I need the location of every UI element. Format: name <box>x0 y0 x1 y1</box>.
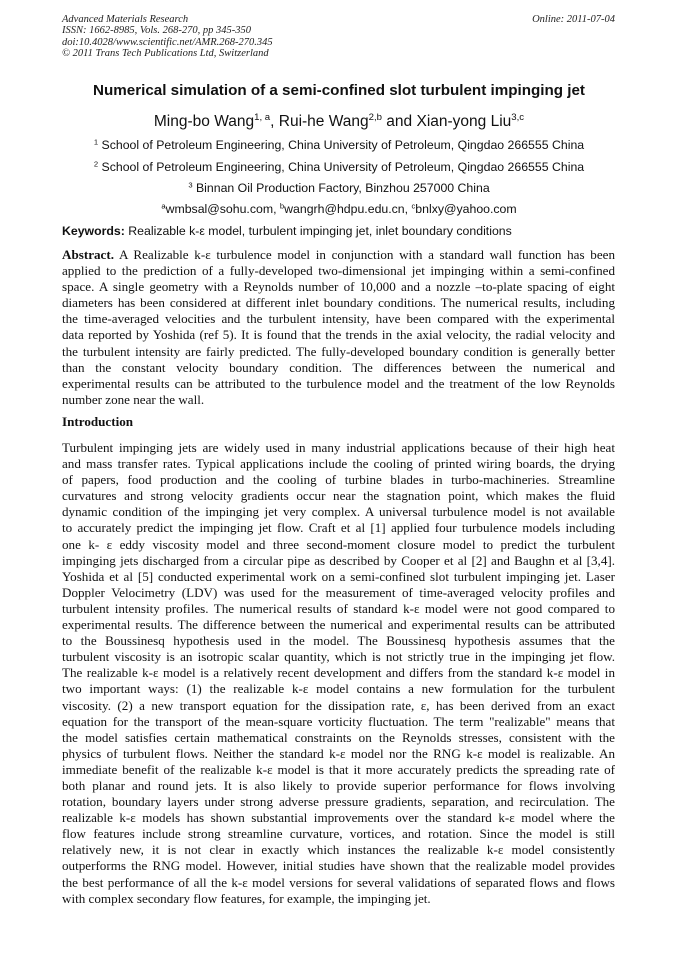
text-line-content: both planar and round jets. It is also likely to provide superior performance for flows involving <box>62 777 615 793</box>
text-line-content: immediate benefit of the realizable k-ε model is that it more accurately predicts the spreading rate of <box>62 761 615 777</box>
text-line-content: Doppler Velocimetry (LDV) was used for the measurement of time-averaged velocity profiles and <box>62 584 615 600</box>
text-line <box>62 311 615 327</box>
text-line <box>62 665 615 681</box>
text-line-content: than the constant velocity boundary condition. The differences between the numerical and <box>62 359 615 375</box>
text-line <box>62 794 615 810</box>
text-line-content: the best performance of all the k-ε model versions for several validations of separated flows and flows <box>62 874 615 890</box>
text-line <box>62 520 615 536</box>
affiliation <box>0 181 678 195</box>
text-line <box>62 617 615 633</box>
journal-header <box>62 14 273 59</box>
text-line-content: curvatures and strong velocity gradients occur near the stagnation point, which makes the fluid <box>62 488 615 504</box>
text-line-content: The realizable k-ε model is a relatively recent development and differs from the standard k-ε model in <box>62 665 615 681</box>
author-sup: 2,b <box>368 112 382 124</box>
text-line <box>62 472 615 488</box>
affiliation-sup: 1 <box>93 137 99 147</box>
text-line <box>62 746 615 762</box>
text-line <box>62 537 615 553</box>
text-line <box>62 875 615 891</box>
text-line-content: turbulent viscosity is an isotropic scalar quantity, which is not strictly true in the impinging jet flow. <box>62 649 615 665</box>
authors <box>0 113 678 131</box>
keywords-text: Realizable k-ε model, turbulent impinging jet, inlet boundary conditions <box>124 224 512 238</box>
text-line <box>62 858 615 874</box>
author-sep: and <box>382 113 417 130</box>
affiliation-sup: 3 <box>188 180 193 190</box>
paper-title: Numerical simulation of a semi-confined slot turbulent impinging jet <box>93 82 585 99</box>
text-line <box>62 649 615 665</box>
abstract-label: Abstract. <box>62 247 114 262</box>
online-date: Online: 2011-07-04 <box>532 14 615 25</box>
text-line-content: the time-averaged velocities and the turbulent intensity, have been compared with the experimental <box>62 311 615 327</box>
emails <box>0 202 678 216</box>
abstract <box>62 247 615 408</box>
text-line-content: experimental results. The difference between the numerical and experimental results can be attributed <box>62 617 615 633</box>
text-line <box>62 376 615 392</box>
text-line-content: the turbulent intensity are fairly predicted. The fully-developed boundary condition is generally better <box>62 343 615 359</box>
text-line-content: one k- ε eddy viscosity model and three second-moment closure model to predict the turbulent <box>62 536 615 552</box>
author-sup: 3,c <box>511 112 525 124</box>
affiliation <box>0 160 678 174</box>
text-line <box>62 762 615 778</box>
text-line-content: applied to the prediction of a fully-developed two-dimensional jet impinging within a semi-confined <box>62 263 615 279</box>
text-line-content: relatively new, it is not clear in exactly which instances the realizable k-ε model consistently <box>62 842 615 858</box>
affiliation-text: Binnan Oil Production Factory, Binzhou 257000 China <box>192 181 490 195</box>
text-line <box>62 569 615 585</box>
text-line-content: the model satisfies certain mathematical constraints on the Reynolds stresses, consistent with the <box>62 729 615 745</box>
email-sup: c <box>411 201 416 211</box>
text-line <box>62 488 615 504</box>
introduction-body <box>62 440 615 907</box>
text-line-content: diameters has been considered at different inlet boundary conditions. The numerical results, including <box>62 295 615 311</box>
keywords-label: Keywords: <box>62 224 125 238</box>
text-line-content: rotation, boundary layers under strong adverse pressure gradients, separation, and recirculation. The <box>62 794 615 810</box>
text-line-content: equation for the transport of the mean-square vorticity fluctuation. The term "realizable" means that <box>62 713 615 729</box>
keywords <box>62 224 512 238</box>
text-line <box>62 344 615 360</box>
text-line <box>62 456 615 472</box>
text-line-content: turbulent intensity profiles. The numerical results of standard k-ε model were not good compared to <box>62 600 615 616</box>
text-line <box>62 504 615 520</box>
text-line-content: number zone near the wall. <box>62 391 205 407</box>
text-line-content: to accurately predict the impinging jet flow. Craft et al [1] applied four turbulence models including <box>62 520 615 536</box>
text-line <box>62 360 615 376</box>
text-line <box>62 842 615 858</box>
text-line <box>62 295 615 311</box>
author-sup: 1, a <box>254 112 271 124</box>
affiliation-text: School of Petroleum Engineering, China University of Petroleum, Qingdao 266555 China <box>98 138 585 152</box>
introduction-heading: Introduction <box>62 414 134 429</box>
text-line <box>62 698 615 714</box>
text-line <box>62 681 615 697</box>
text-line-content: impinging jets discharged from a circular pipe as described by Cooper et al [2] and Baughn et al [3,4]. <box>62 552 615 568</box>
text-line-content: experimental results can be attributed to the turbulence model and the treatment of the low Reynolds <box>62 375 615 391</box>
affiliation-sup: 2 <box>93 159 99 169</box>
affiliation <box>0 138 678 152</box>
text-line-content: dynamic condition of the impinging jet very complex. A universal turbulence model is not available <box>62 504 615 520</box>
text-line <box>62 247 615 263</box>
author-name: Rui-he Wang <box>278 113 369 130</box>
author-name: Ming-bo Wang <box>153 113 255 130</box>
copyright: © 2011 Trans Tech Publications Ltd, Switzerland <box>62 47 269 59</box>
text-line <box>62 440 615 456</box>
text-line <box>62 392 615 408</box>
text-line-content: space. A single geometry with a Reynolds number of 10,000 and a nozzle –to-plate spacing of eight <box>62 279 615 295</box>
text-line-content: viscosity. (2) a new transport equation for the dissipation rate, ε, has been derived from an exact <box>62 697 615 713</box>
text-line-content: with complex secondary flow features, for example, the impinging jet. <box>62 890 431 906</box>
text-line <box>62 730 615 746</box>
text-line <box>62 553 615 569</box>
text-line-content: data reported by Yoshida (ref 5). It is found that the trends in the axial velocity, the radial velocity and <box>62 327 615 343</box>
email: bnlxy@yahoo.com <box>415 202 517 216</box>
text-line <box>62 585 615 601</box>
text-line <box>62 826 615 842</box>
text-line-content: A Realizable k-ε turbulence model in conjunction with a standard wall function has been <box>114 247 615 262</box>
text-line <box>62 263 615 279</box>
text-line-content: physics of turbulent flows. Neither the standard k-ε model nor the RNG k-ε model is realizable. An <box>62 745 615 761</box>
text-line <box>62 714 615 730</box>
issn: ISSN: 1662-8985, Vols. 268-270, pp 345-350 <box>62 25 251 37</box>
text-line-content: two important ways: (1) the realizable k-ε model contains a new formulation for the turbulent <box>62 681 615 697</box>
email-sup: a <box>161 201 166 211</box>
text-line <box>62 810 615 826</box>
text-line-content: Yoshida et al [5] conducted experimental work on a semi-confined slot turbulent impinging jet. Laser <box>62 568 615 584</box>
affiliation-text: School of Petroleum Engineering, China University of Petroleum, Qingdao 266555 China <box>98 160 585 174</box>
email: wmbsal@sohu.com, <box>165 202 280 216</box>
text-line-content: of papers, food production and the cooling of turbine blades in turbo-machineries. Streamline <box>62 472 615 488</box>
text-line-content: realizable k-ε models has shown substantial improvements over the standard k-ε model where the <box>62 810 615 826</box>
text-line-content: outperforms the RNG model. However, initial studies have shown that the realizable model provides <box>62 858 615 874</box>
author-sep: , <box>270 113 279 130</box>
journal-name: Advanced Materials Research <box>62 14 189 25</box>
email-sup: b <box>279 201 285 211</box>
email: wangrh@hdpu.edu.cn, <box>284 202 412 216</box>
doi: doi:10.4028/www.scientific.net/AMR.268-270.345 <box>62 36 273 48</box>
text-line-content: and mass transfer rates. Typical applications include the cooling of printed wiring boards, the drying <box>62 456 615 472</box>
text-line-content: Turbulent impinging jets are widely used in many industrial applications because of their high heat <box>62 440 615 455</box>
text-line <box>62 778 615 794</box>
text-line-content: flow features include strong streamline curvature, vortices, and rotation. Since the model is still <box>62 826 615 842</box>
text-line <box>62 891 615 907</box>
author-name: Xian-yong Liu <box>416 113 512 130</box>
text-line <box>62 633 615 649</box>
text-line <box>62 279 615 295</box>
text-line <box>62 601 615 617</box>
text-line <box>62 327 615 343</box>
text-line-content: to the Boussinesq hypothesis used in the model. The Boussinesq hypothesis assumes that the <box>62 633 615 649</box>
